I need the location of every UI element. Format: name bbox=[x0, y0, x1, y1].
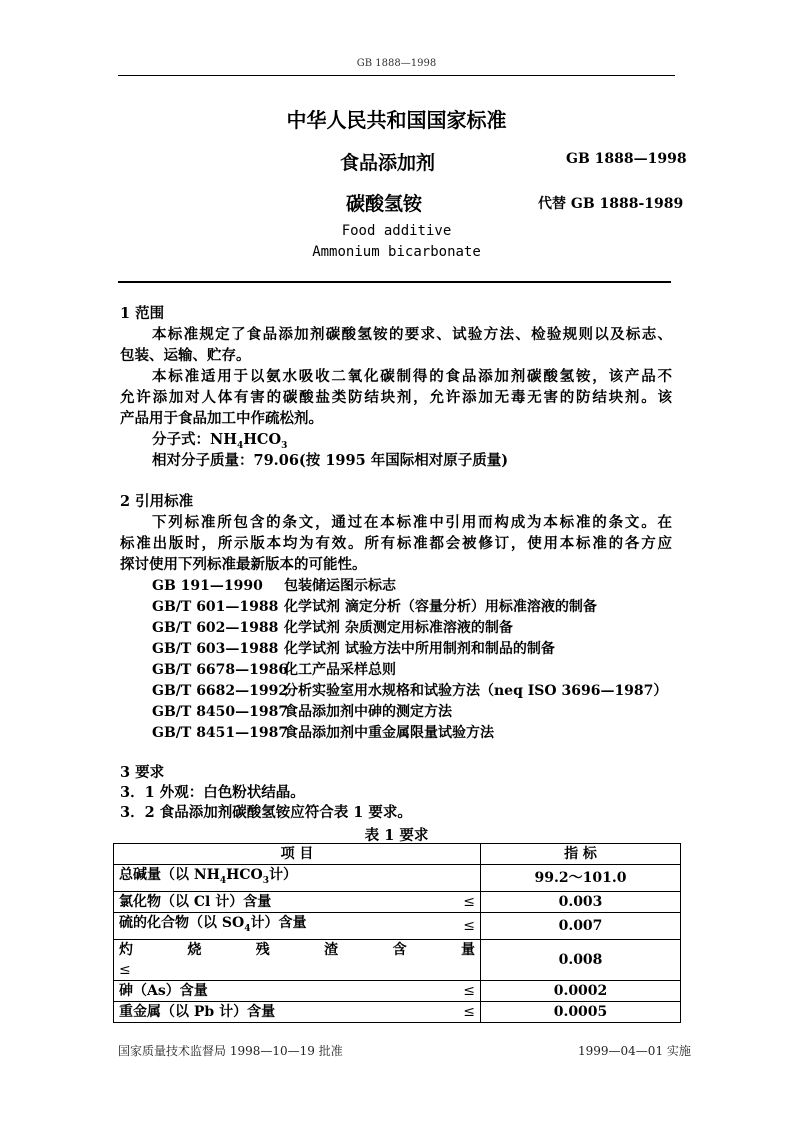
scope-para1-line2: 包装、运输、贮存。 bbox=[120, 347, 251, 364]
item-arsenic: 砷（As）含量 bbox=[119, 982, 208, 999]
english-title-line1: Food additive bbox=[341, 223, 452, 239]
table-header-row bbox=[114, 844, 681, 865]
scope-para2-line1: 本标准适用于以氨水吸收二氧化碳制得的食品添加剂碳酸氢铵，该产品不 bbox=[152, 368, 672, 385]
item-chloride: 氯化物（以 Cl 计）含量 bbox=[119, 893, 272, 910]
refs-para-line1: 下列标准所包含的条文，通过在本标准中引用而构成为本标准的条文。在 bbox=[152, 514, 672, 531]
value-total-alkali: 99.2～101.0 bbox=[481, 865, 681, 892]
ref-item: GB/T 6682—1992分析实验室用水规格和试验方法（neq ISO 3696—1987） bbox=[152, 683, 668, 699]
ref-item: GB/T 8450—1987食品添加剂中砷的测定方法 bbox=[152, 704, 452, 720]
le-symbol: ≤ bbox=[119, 961, 131, 978]
requirement-3-1: 3．1 外观：白色粉状结晶。 bbox=[120, 784, 305, 801]
implementation-date: 1999—04—01 实施 bbox=[578, 1044, 691, 1058]
value-heavy-metal: 0.0005 bbox=[481, 1001, 681, 1022]
scope-para2-line2: 允许添加对人体有害的碳酸盐类防结块剂，允许添加无毒无害的防结块剂。该 bbox=[120, 389, 672, 406]
ref-item: GB/T 601—1988 化学试剂 滴定分析（容量分析）用标准溶液的制备 bbox=[152, 599, 597, 615]
molecular-mass: 相对分子质量：79.06(按 1995 年国际相对原子质量) bbox=[152, 452, 509, 469]
le-symbol: ≤ bbox=[463, 1003, 475, 1020]
item-ignition-residue: 灼 烧 残 渣 含 量 ≤ bbox=[114, 939, 481, 980]
section-2-heading: 2 引用标准 bbox=[120, 493, 194, 510]
le-symbol: ≤ bbox=[463, 982, 475, 999]
header-spec: 指 标 bbox=[481, 844, 681, 865]
standard-type-title: 中华人民共和国国家标准 bbox=[286, 108, 507, 132]
replaces-number: 代替 GB 1888-1989 bbox=[538, 196, 684, 212]
section-1-heading: 1 范围 bbox=[120, 305, 165, 322]
le-symbol: ≤ bbox=[463, 917, 475, 934]
item-sulfur: 硫的化合物（以 $SO_4$计）含量 bbox=[119, 914, 307, 934]
table-row bbox=[114, 891, 681, 912]
value-chloride: 0.003 bbox=[481, 891, 681, 912]
value-ignition-residue: 0.008 bbox=[481, 939, 681, 980]
scope-para1-line1: 本标准规定了食品添加剂碳酸氢铵的要求、试验方法、检验规则以及标志、 bbox=[152, 326, 672, 343]
requirement-3-2: 3．2 食品添加剂碳酸氢铵应符合表 1 要求。 bbox=[120, 804, 412, 821]
table-caption: 表 1 要求 bbox=[364, 827, 429, 844]
english-title-line2: Ammonium bicarbonate bbox=[312, 244, 481, 260]
ref-item: GB/T 8451—1987食品添加剂中重金属限量试验方法 bbox=[152, 725, 494, 741]
section-3-heading: 3 要求 bbox=[120, 764, 165, 781]
approval-date: 国家质量技术监督局 1998—10—19 批准 bbox=[118, 1044, 343, 1058]
table-row bbox=[114, 980, 681, 1001]
product-title: 碳酸氢铵 bbox=[346, 193, 423, 215]
ref-item: GB/T 6678—1986化工产品采样总则 bbox=[152, 662, 396, 678]
table-row bbox=[114, 939, 681, 980]
running-header: GB 1888—1998 bbox=[356, 58, 437, 69]
table-row bbox=[114, 1001, 681, 1022]
table-row bbox=[114, 912, 681, 939]
refs-para-line2: 标准出版时，所示版本均为有效。所有标准都会被修订，使用本标准的各方应 bbox=[120, 535, 672, 552]
title-rule bbox=[118, 281, 671, 283]
header-rule bbox=[118, 75, 675, 76]
scope-para2-line3: 产品用于食品加工中作疏松剂。 bbox=[120, 410, 323, 427]
molecular-formula: 分子式：$NH_4HCO_3$ bbox=[152, 431, 288, 451]
table-row bbox=[114, 865, 681, 892]
value-arsenic: 0.0002 bbox=[481, 980, 681, 1001]
item-total-alkali: 总碱量（以 $NH_4HCO_3$计） bbox=[114, 865, 481, 892]
requirements-table bbox=[113, 843, 681, 1023]
item-heavy-metal: 重金属（以 Pb 计）含量 bbox=[119, 1003, 276, 1020]
ref-item: GB/T 603—1988 化学试剂 试验方法中所用制剂和制品的制备 bbox=[152, 641, 555, 657]
standard-number: GB 1888—1998 bbox=[566, 151, 687, 167]
ref-item: GB 191—1990 包装储运图示标志 bbox=[152, 578, 396, 594]
refs-para-line3: 探讨使用下列标准最新版本的可能性。 bbox=[120, 556, 367, 573]
value-sulfur: 0.007 bbox=[481, 912, 681, 939]
header-item: 项 目 bbox=[114, 844, 481, 865]
ref-item: GB/T 602—1988 化学试剂 杂质测定用标准溶液的制备 bbox=[152, 620, 513, 636]
le-symbol: ≤ bbox=[463, 893, 475, 910]
category-title: 食品添加剂 bbox=[340, 152, 436, 174]
